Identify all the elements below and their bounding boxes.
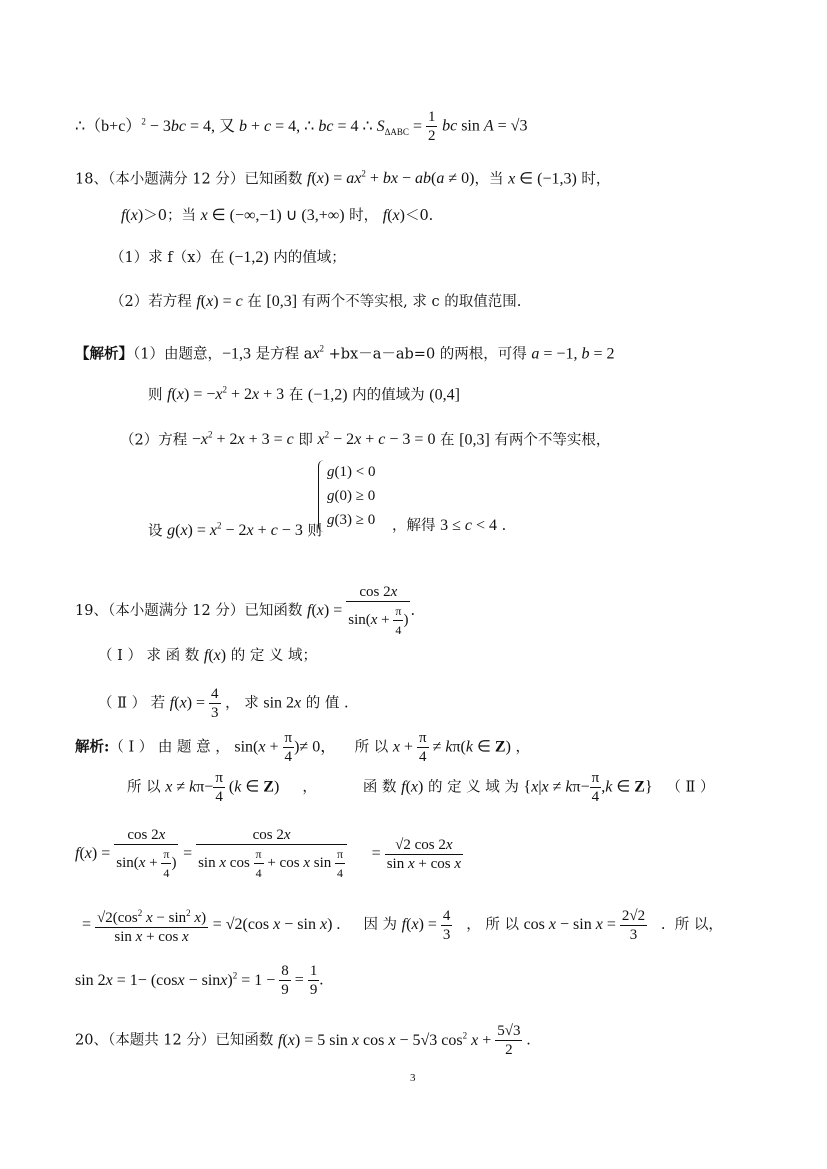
solution-19-line1: 解析:（ Ⅰ ） 由 题 意 ， sin(x + $\frac{\pi}{4}$ )≠ 0， 所 以 x + $\frac{\pi}{4}$ ≠ kπ(k ∈ Z) ， — [75, 730, 531, 765]
solution-18-result: ，解得 3 ≤ c < 4 . — [392, 517, 507, 534]
question-18-condition: f(x)＞0；当 x ∈ (−∞,−1) ∪ (3,+∞) 时， f(x)＜0. — [121, 207, 434, 224]
question-18-part1: （1）求 f（x）在 (−1,2) 内的值域； — [110, 249, 346, 266]
fraction-four-thirds: $\frac{4}{3}$ — [211, 686, 219, 721]
question-19-part2: （ Ⅱ ） 若 f(x) = $\frac{4}{3}$ ， 求 sin 2x 的 值 . — [98, 686, 349, 721]
system-row: g(1) < 0 — [327, 464, 376, 480]
system-row: g(3) ≥ 0 — [327, 512, 376, 528]
question-18-part2: （2）若方程 f(x) = c 在 [0,3] 有两个不等实根, 求 c 的取值范围. — [110, 293, 522, 310]
analysis-label: 解析: — [75, 738, 110, 756]
solution-18-line1: 【解析】（1）由题意，−1,3 是方程 $ax^2 +bx-a-ab=0$ 的两根，可得 a = −1, b = 2 — [75, 344, 615, 363]
question-20-stem: 20、（本题共 12 分）已知函数 f(x) = 5 sin x cos x − 5√3 $\cos^2 x$ + $\frac{5√3}{2}$ . — [75, 1023, 531, 1058]
solution-19-line4: = $\frac{√2(\cos^2 x - \sin^2 x)}{\text{sin x + cos x}}$ = √2(cos x − sin x) . 因 为 f(x) = $\frac{4}{3}$ ， 所 以 cos x − sin x = $\frac{2√2}{3}$ . 所 以， — [82, 904, 723, 946]
solution-label: 【解析】 — [75, 345, 133, 363]
solution-19-line2: 所 以 x ≠ kπ− $\frac{\pi}{4}$ (k ∈ Z) ， 函 数 f(x) 的 定 义 域 为 {x|x ≠ kπ− $\frac{\pi}{4}$ ,k ∈ Z} （ Ⅱ ） — [127, 770, 715, 805]
fraction-half: $\frac{1}{2}$ — [427, 109, 436, 144]
inequality-system — [318, 460, 375, 532]
question-18-stem: 18、（本小题满分 12 分）已知函数 $f(x) = ax^2$ + bx − ab(a ≠ 0)，当 x ∈ (−1,3) 时， — [75, 169, 611, 188]
solution-18-line4: 设 $g(x) = x^2 - 2x + c - 3$ 则 — [148, 521, 322, 540]
solution-18-line3: （2）方程 $-x^2 + 2x + 3 = c$ 即 $x^2 - 2x + c - 3 = 0$ 在 [0,3] 有两个不等实根， — [120, 430, 611, 449]
line-conclusion: $\therefore(b+c)^2 - 3bc = 4$, 又 b + c = 4, ∴ bc = 4 ∴ $S_{\Delta ABC}$ = $\frac{1}{2}$ bc sin A = √3 — [75, 109, 528, 144]
solution-19-line5: $\sin 2x = 1- (\cos x - \sin x)^2 = 1$ − $\frac{8}{9}$ = $\frac{1}{9}$ . — [75, 963, 324, 998]
solution-19-line3: f(x) = cos 2x sin(x + $\frac{\pi}{4}$ ) = cos 2x sin x cos $\frac{\pi}{4}$ + cos x sin $\frac{\pi}{4}$ = $\frac{√2 \cos 2x}{\text{sin x + cos x}}$ — [75, 827, 462, 880]
question-19-stem: 19、（本小题满分 12 分）已知函数 f(x) = cos 2x sin(x + $\frac{\pi}{4}$ ) . — [75, 584, 416, 637]
question-19-part1: （ Ⅰ ） 求 函 数 f(x) 的 定 义 域； — [98, 647, 318, 664]
fraction-q19: cos 2x sin(x + $\frac{\pi}{4}$ ) — [348, 584, 409, 637]
page-number: 3 — [410, 1072, 416, 1084]
system-row: g(0) ≥ 0 — [327, 488, 376, 504]
solution-18-line2: 则 $f(x) = -x^2 + 2x + 3$ 在 (−1,2) 内的值域为 (0,4] — [148, 385, 460, 404]
